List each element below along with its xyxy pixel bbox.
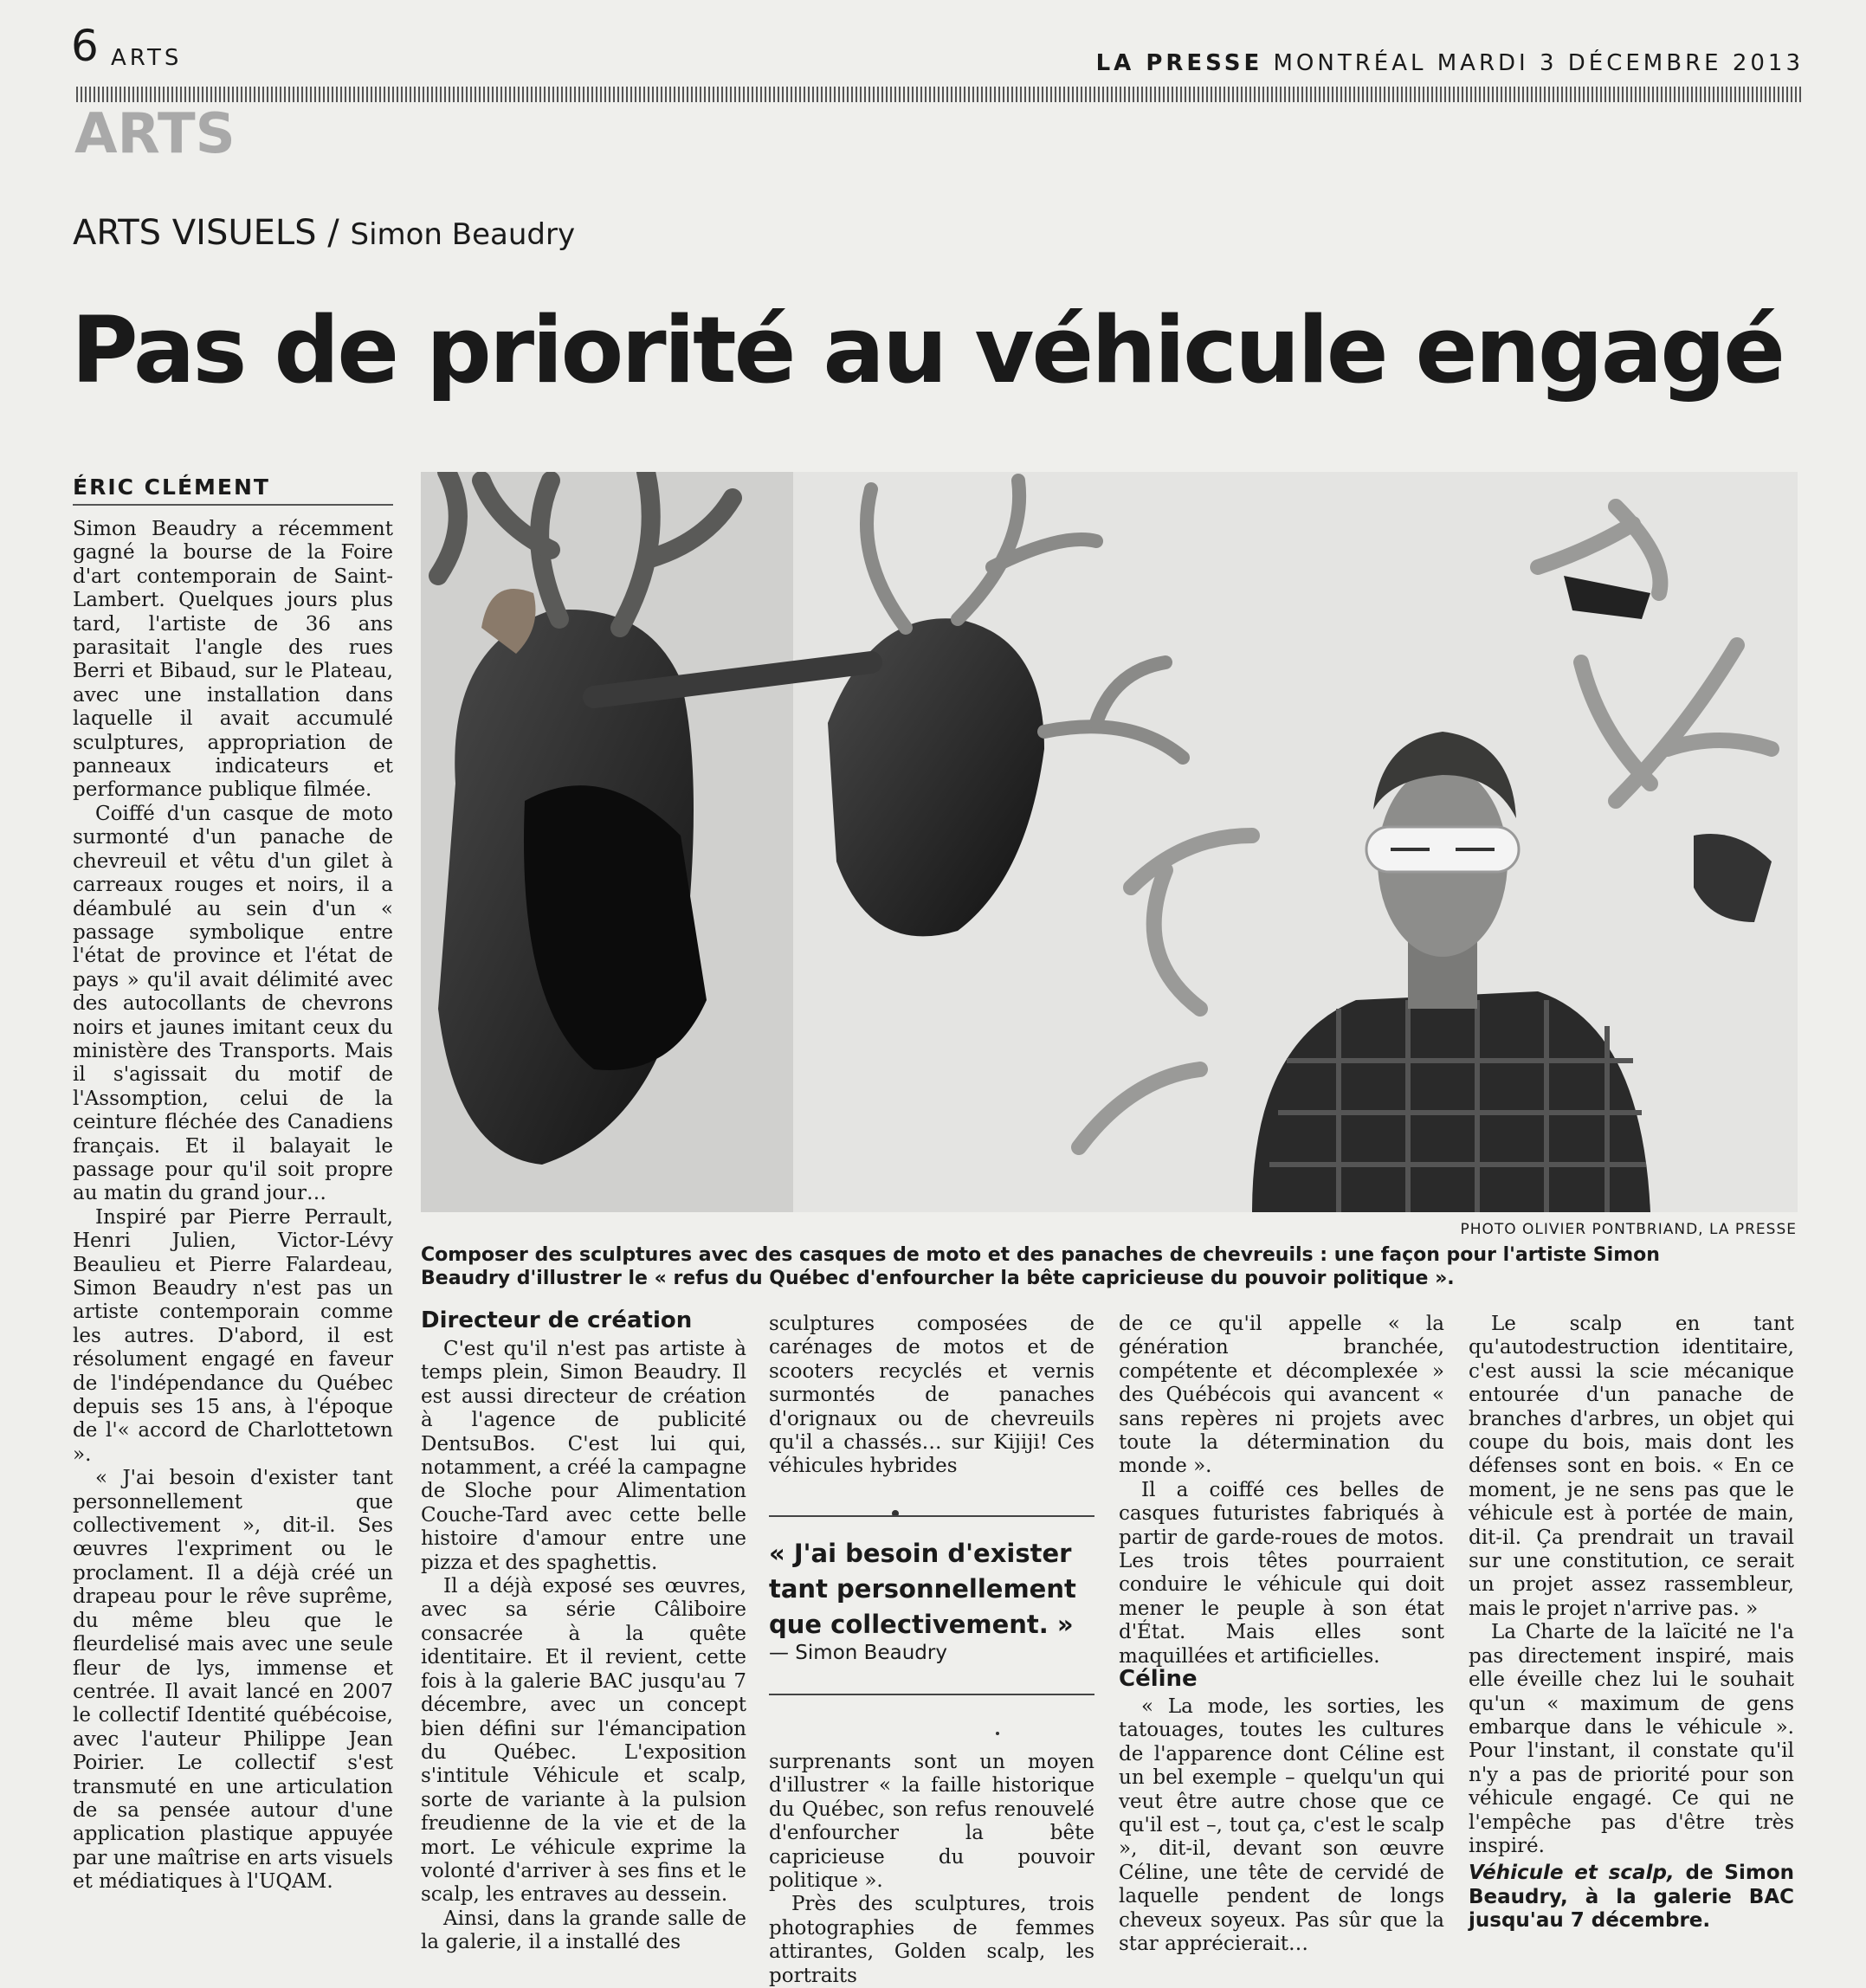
subhead-directeur: Directeur de création bbox=[421, 1307, 693, 1333]
section-title: ARTS bbox=[74, 102, 236, 166]
paragraph: surprenants sont un moyen d'illustrer « la faille historique du Québec, son refus renouvelé d'enfourcher la bête capricieuse du pouvoir politique ». bbox=[769, 1751, 1094, 1893]
kicker-artist: Simon Beaudry bbox=[350, 217, 576, 252]
paragraph: sculptures composées de carénages de motos et de scooters recyclés et vernis surmontés de panaches d'orignaux ou de chevreuils qu'il a chassés… sur Kijiji! Ces véhicules hybrides bbox=[769, 1313, 1094, 1478]
exhibition-details: de Simon Beaudry, à la galerie BAC jusqu'au 7 décembre. bbox=[1469, 1862, 1794, 1933]
article-column-3-top bbox=[769, 1313, 1094, 1479]
kicker-category: ARTS VISUELS / bbox=[73, 213, 339, 253]
paragraph: « J'ai besoin d'exister tant personnellement que collectivement », dit-il. Ses œuvres l'expriment ou le proclament. Il a déjà créé un drapeau pour le rêve suprême, du même bleu que le fleurdelisé mais avec une seule fleur de lys, immense et centrée. Il avait lancé en 2007 le collectif Identité québécoise, avec l'auteur Philippe Jean Poirier. Le collectif s'est transmuté en une articulation de sa pensée autour d'une application plastique appuyée par une maîtrise en arts visuels et médiatiques à l'UQAM. bbox=[73, 1467, 393, 1894]
masthead-date: MONTRÉAL MARDI 3 DÉCEMBRE 2013 bbox=[1273, 50, 1804, 76]
subhead-celine: Céline bbox=[1119, 1666, 1198, 1692]
photo-caption: Composer des sculptures avec des casques de moto et des panaches de chevreuils : une façon pour l'artiste Simon Beaudry d'illustrer le « refus du Québec d'enfourcher la bête capricieuse du pouvoir politique ». bbox=[421, 1244, 1660, 1289]
paragraph: Il a coiffé ces belles de casques futuristes fabriqués à partir de garde-roues de motos. Les trois têtes pourraient conduire le véhicule qui doit mener le peuple à son état d'État. Mais elles sont maquillées et artificielles. bbox=[1119, 1478, 1444, 1668]
article-column-3-bottom bbox=[769, 1751, 1094, 1988]
article-photo bbox=[421, 472, 1798, 1212]
page-number: 6 bbox=[71, 21, 99, 71]
masthead-paper: LA PRESSE bbox=[1095, 50, 1263, 76]
article-column-2 bbox=[421, 1338, 746, 1955]
article-column-4-bottom bbox=[1119, 1695, 1444, 1956]
exhibition-info bbox=[1469, 1862, 1794, 1933]
byline-rule bbox=[73, 504, 393, 506]
article-column-5 bbox=[1469, 1313, 1794, 1933]
paragraph: Coiffé d'un casque de moto surmonté d'un panache de chevreuil et vêtu d'un gilet à carreaux rouges et noirs, il a déambulé au sein d'un « passage symbolique entre l'état de province et l'état de pays » qu'il avait délimité avec des autocollants de chevrons noirs et jaunes imitant ceux du ministère des Transports. Mais il s'agissait du motif de l'Assomption, celui de la ceinture fléchée des Canadiens français. Et il balayait le passage pour qu'il soit propre au matin du grand jour… bbox=[73, 802, 393, 1205]
article-column-4-top bbox=[1119, 1313, 1444, 1668]
article-column-1 bbox=[73, 518, 393, 1894]
paragraph: C'est qu'il n'est pas artiste à temps plein, Simon Beaudry. Il est aussi directeur de création à l'agence de publicité DentsuBos. C'est lui qui, notamment, a créé la campagne de Sloche pour Alimentation Couche-Tard avec cette belle histoire d'amour entre une pizza et des spaghettis. bbox=[421, 1338, 746, 1574]
photo-credit: PHOTO OLIVIER PONTBRIAND, LA PRESSE bbox=[1460, 1221, 1797, 1238]
exhibition-title: Véhicule et scalp, bbox=[1469, 1862, 1675, 1885]
kicker bbox=[73, 213, 575, 253]
masthead bbox=[1096, 50, 1804, 76]
paragraph: Il a déjà exposé ses œuvres, avec sa série Câliboire consacrée à la quête identitaire. Et il revient, cette fois à la galerie BAC jusqu'au 7 décembre, avec un concept bien défini sur l'émancipation du Québec. L'exposition s'intitule Véhicule et scalp, sorte de variante à la pulsion freudienne de la vie et de la mort. Le véhicule exprime la volonté d'arriver à ses fins et le scalp, les entraves au dessein. bbox=[421, 1575, 746, 1907]
section-label: ARTS bbox=[111, 45, 183, 71]
paragraph: Simon Beaudry a récemment gagné la bourse de la Foire d'art contemporain de Saint-Lambert. Quelques jours plus tard, l'artiste de 36 ans parasitait l'angle des rues Berri et Bibaud, sur le Plateau, avec une installation dans laquelle il avait accumulé sculptures, appropriation de panneaux indicateurs et performance publique filmée. bbox=[73, 518, 393, 802]
paragraph: Ainsi, dans la grande salle de la galerie, il a installé des bbox=[421, 1907, 746, 1954]
header-rule bbox=[76, 87, 1804, 102]
ornament-dot bbox=[996, 1732, 999, 1735]
paragraph: « La mode, les sorties, les tatouages, toutes les cultures de l'apparence dont Céline est un bel exemple – quelqu'un qui veut être autre chose que ce qu'il est –, tout ça, c'est le scalp », dit-il, devant son œuvre Céline, une tête de cervidé de laquelle pendent de longs cheveux soyeux. Pas sûr que la star apprécierait… bbox=[1119, 1695, 1444, 1956]
headline: Pas de priorité au véhicule engagé bbox=[71, 297, 1784, 403]
paragraph: La Charte de la laïcité ne l'a pas directement inspiré, mais elle éveille chez lui le souhait qu'un « maximum de gens embarque dans le véhicule ». Pour l'instant, il constate qu'il n'y a pas de priorité pour son véhicule engagé. Ce qui ne l'empêche pas d'être très inspiré. bbox=[1469, 1621, 1794, 1857]
paragraph: Inspiré par Pierre Perrault, Henri Julien, Victor-Lévy Beaulieu et Pierre Falardeau, Simon Beaudry n'est pas un artiste contemporain comme les autres. D'abord, il est résolument engagé en faveur de l'indépendance du Québec depuis ses 15 ans, à l'époque de l'« accord de Charlottetown ». bbox=[73, 1205, 393, 1466]
pullquote-attribution: — Simon Beaudry bbox=[769, 1642, 947, 1664]
pullquote-rule-top bbox=[769, 1515, 1094, 1517]
byline: ÉRIC CLÉMENT bbox=[73, 474, 270, 500]
pullquote: « J'ai besoin d'exister tant personnellement que collectivement. » bbox=[769, 1539, 1076, 1639]
pullquote-rule-bottom bbox=[769, 1694, 1094, 1695]
paragraph: de ce qu'il appelle « la génération branchée, compétente et décomplexée » des Québécois qui avancent « sans repères ni projets avec toute la détermination du monde ». bbox=[1119, 1313, 1444, 1478]
paragraph: Près des sculptures, trois photographies de femmes attirantes, Golden scalp, les portraits bbox=[769, 1893, 1094, 1987]
paragraph: Le scalp en tant qu'autodestruction identitaire, c'est aussi la scie mécanique entourée d'un panache de branches d'arbres, un objet qui coupe du bois, mais dont les défenses sont en bois. « En ce moment, je ne sens pas que le véhicule est à portée de main, dit-il. Ça prendrait un travail sur une constitution, ce serait un projet assez rassembleur, mais le projet n'arrive pas. » bbox=[1469, 1313, 1794, 1620]
